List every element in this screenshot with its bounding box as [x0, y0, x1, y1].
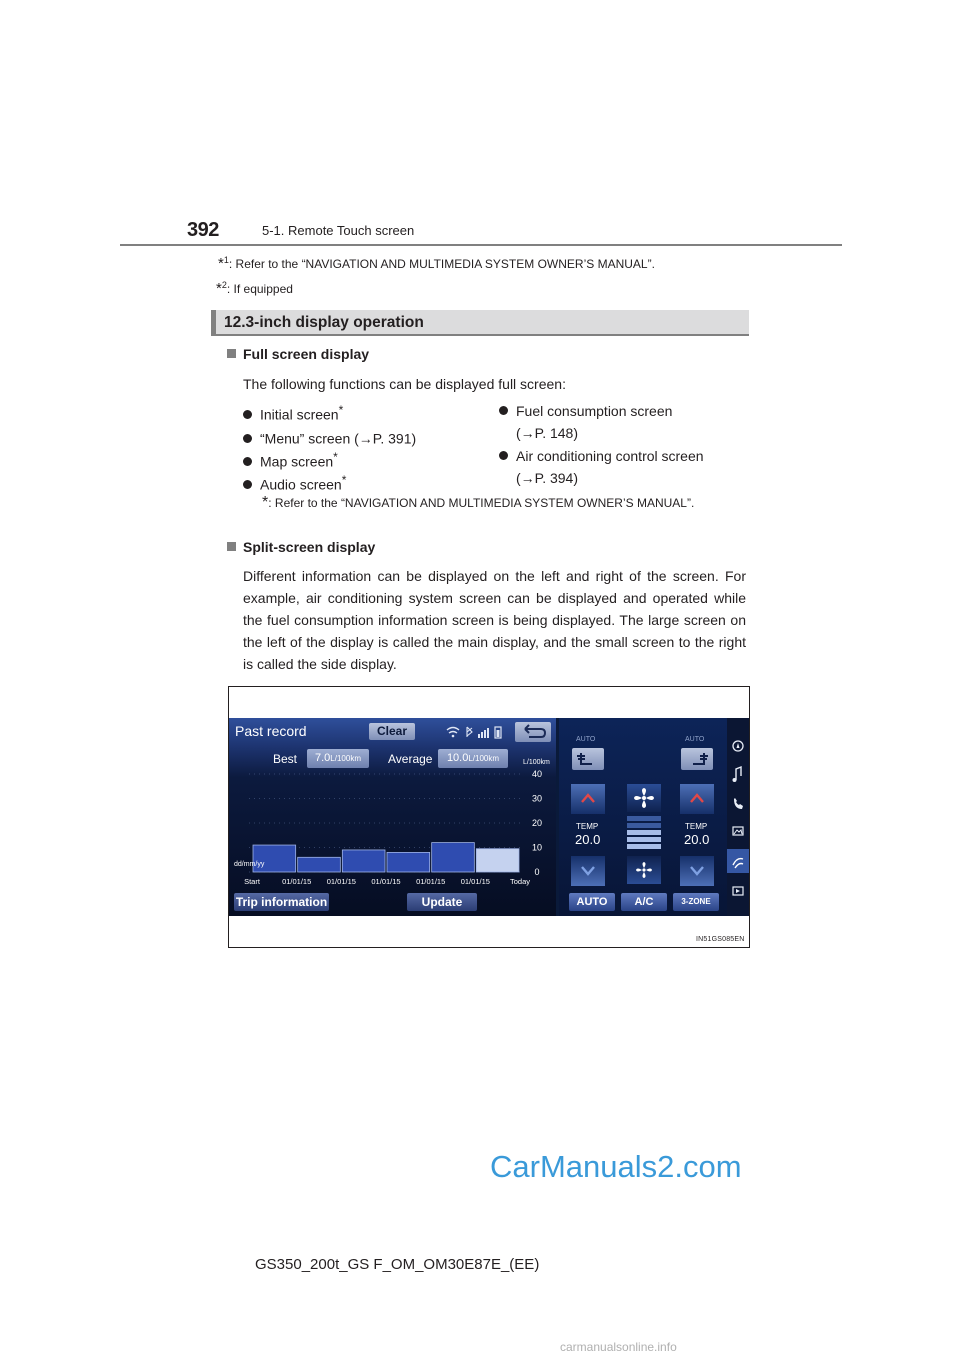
status-icons	[445, 724, 513, 740]
bullet-icon	[243, 480, 252, 489]
y-tick-label: 10	[531, 842, 543, 853]
x-tick-label: 01/01/15	[371, 877, 401, 886]
best-label: Best	[273, 752, 298, 766]
bullet-icon	[243, 457, 252, 466]
chart-bar	[298, 857, 341, 872]
bullet-icon	[243, 434, 252, 443]
bullet-icon	[499, 406, 508, 415]
chart-bar	[387, 852, 430, 872]
x-tick-label: 01/01/15	[460, 877, 490, 886]
fan-down-button[interactable]	[627, 856, 661, 884]
auto-label-right: AUTO	[685, 736, 705, 743]
list-item: Map screen*	[243, 450, 338, 470]
footnote-2: *$^2$: If equipped	[216, 280, 293, 297]
square-marker-icon	[227, 542, 236, 551]
y-tick-label: 30	[531, 793, 543, 804]
temp-up-button-left[interactable]	[571, 784, 605, 814]
full-screen-intro: The following functions can be displayed full screen:	[243, 376, 566, 392]
chevron-up-icon	[571, 784, 605, 814]
auto-label-left: AUTO	[576, 736, 596, 743]
fan-level-indicator	[627, 816, 661, 852]
chevron-down-icon	[680, 856, 714, 886]
y-tick-label: 40	[531, 769, 543, 779]
music-icon	[733, 767, 742, 782]
three-zone-button[interactable]: 3-ZONE	[673, 893, 719, 911]
bullet-icon	[499, 451, 508, 460]
seat-airflow-button-right[interactable]	[681, 748, 713, 770]
auto-button[interactable]: AUTO	[569, 893, 615, 911]
temp-label-left: TEMP	[576, 822, 599, 831]
fan-up-button[interactable]	[627, 784, 661, 812]
display-screen	[229, 718, 749, 916]
list-item: Air conditioning control screen	[499, 448, 704, 464]
y-axis-label: L/100km	[523, 759, 550, 766]
list-item: Audio screen*	[243, 473, 346, 493]
info-icon	[733, 827, 743, 835]
footer-code: GS350_200t_GS F_OM_OM30E87E_(EE)	[255, 1256, 540, 1273]
list-item: “Menu” screen (→P. 391)	[243, 427, 416, 447]
bullet-icon	[243, 410, 252, 419]
phone-icon	[734, 798, 743, 809]
nav-icon	[733, 741, 743, 751]
best-value-badge: 7.0L/100km	[307, 749, 369, 768]
heading-full-screen: Full screen display	[227, 346, 369, 362]
figure-code: IN51GS085EN	[696, 936, 745, 943]
date-format-label: dd/mm/yy	[234, 861, 265, 868]
footnote-1: *$^1$: Refer to the “NAVIGATION AND MULTIMEDIA SYSTEM OWNER’S MANUAL”.	[218, 255, 655, 272]
subheading: 12.3-inch display operation	[224, 314, 424, 331]
temp-down-button-right[interactable]	[680, 856, 714, 886]
y-tick-label: 20	[531, 818, 543, 828]
chart-bar	[342, 850, 385, 872]
fuel-chart	[229, 754, 556, 890]
x-tick-label: 01/01/15	[282, 877, 312, 886]
square-marker-icon	[227, 349, 236, 358]
back-arrow-icon	[515, 722, 551, 742]
x-tick-label: 01/01/15	[416, 877, 446, 886]
average-value-badge: 10.0L/100km	[438, 749, 508, 768]
main-display	[229, 718, 556, 916]
chart-bar	[432, 843, 475, 872]
temp-value-right: 20.0	[684, 832, 710, 847]
update-button[interactable]: Update	[407, 893, 477, 911]
side-menu-column	[727, 718, 749, 916]
seat-airflow-icon	[681, 748, 713, 770]
list-item: Fuel consumption screen	[499, 403, 672, 419]
temp-up-button-right[interactable]	[680, 784, 714, 814]
seat-airflow-icon	[572, 748, 604, 770]
trip-information-button[interactable]: Trip information	[235, 895, 328, 909]
seat-airflow-button-left[interactable]	[572, 748, 604, 770]
fan-icon	[627, 856, 661, 884]
side-menu-icons	[727, 718, 749, 916]
watermark-brand: CarManuals2.com	[490, 1149, 742, 1184]
temp-label-right: TEMP	[685, 822, 708, 831]
side-display	[559, 718, 749, 916]
chevron-down-icon	[571, 856, 605, 886]
ac-button[interactable]: A/C	[621, 893, 667, 911]
section-title: 5-1. Remote Touch screen	[262, 223, 415, 238]
x-tick-label: 01/01/15	[326, 877, 356, 886]
page-number: 392	[187, 219, 219, 241]
temp-value-left: 20.0	[575, 832, 601, 847]
screen-title: Past record	[235, 723, 307, 739]
chevron-up-icon	[680, 784, 714, 814]
list-item: Initial screen*	[243, 403, 343, 423]
list-item-continuation: (→P. 148)	[516, 425, 578, 441]
heading-split-screen: Split-screen display	[227, 539, 375, 555]
screen-icon	[733, 887, 743, 895]
x-tick-label: Today	[509, 877, 531, 886]
watermark-site: carmanualsonline.info	[560, 1340, 677, 1354]
fan-icon	[627, 784, 661, 812]
split-screen-text: Different information can be displayed on the left and right of the screen. For example, air conditioning system screen can be displayed and operated while the fuel consumption information screen is being displayed. The large screen on the left of the display is called the main display, and the small screen to the right is called the side display.	[243, 568, 746, 672]
temp-down-button-left[interactable]	[571, 856, 605, 886]
x-tick-label: Start	[244, 877, 260, 886]
header-rule	[120, 244, 842, 246]
back-button[interactable]	[515, 722, 551, 742]
list-note: *: Refer to the “NAVIGATION AND MULTIMEDIA SYSTEM OWNER’S MANUAL”.	[262, 494, 695, 511]
chart-bar	[476, 849, 519, 872]
clear-button[interactable]: Clear	[369, 723, 415, 740]
average-label: Average	[388, 752, 433, 766]
y-tick-label: 0	[534, 867, 540, 877]
list-item-continuation: (→P. 394)	[516, 470, 578, 486]
